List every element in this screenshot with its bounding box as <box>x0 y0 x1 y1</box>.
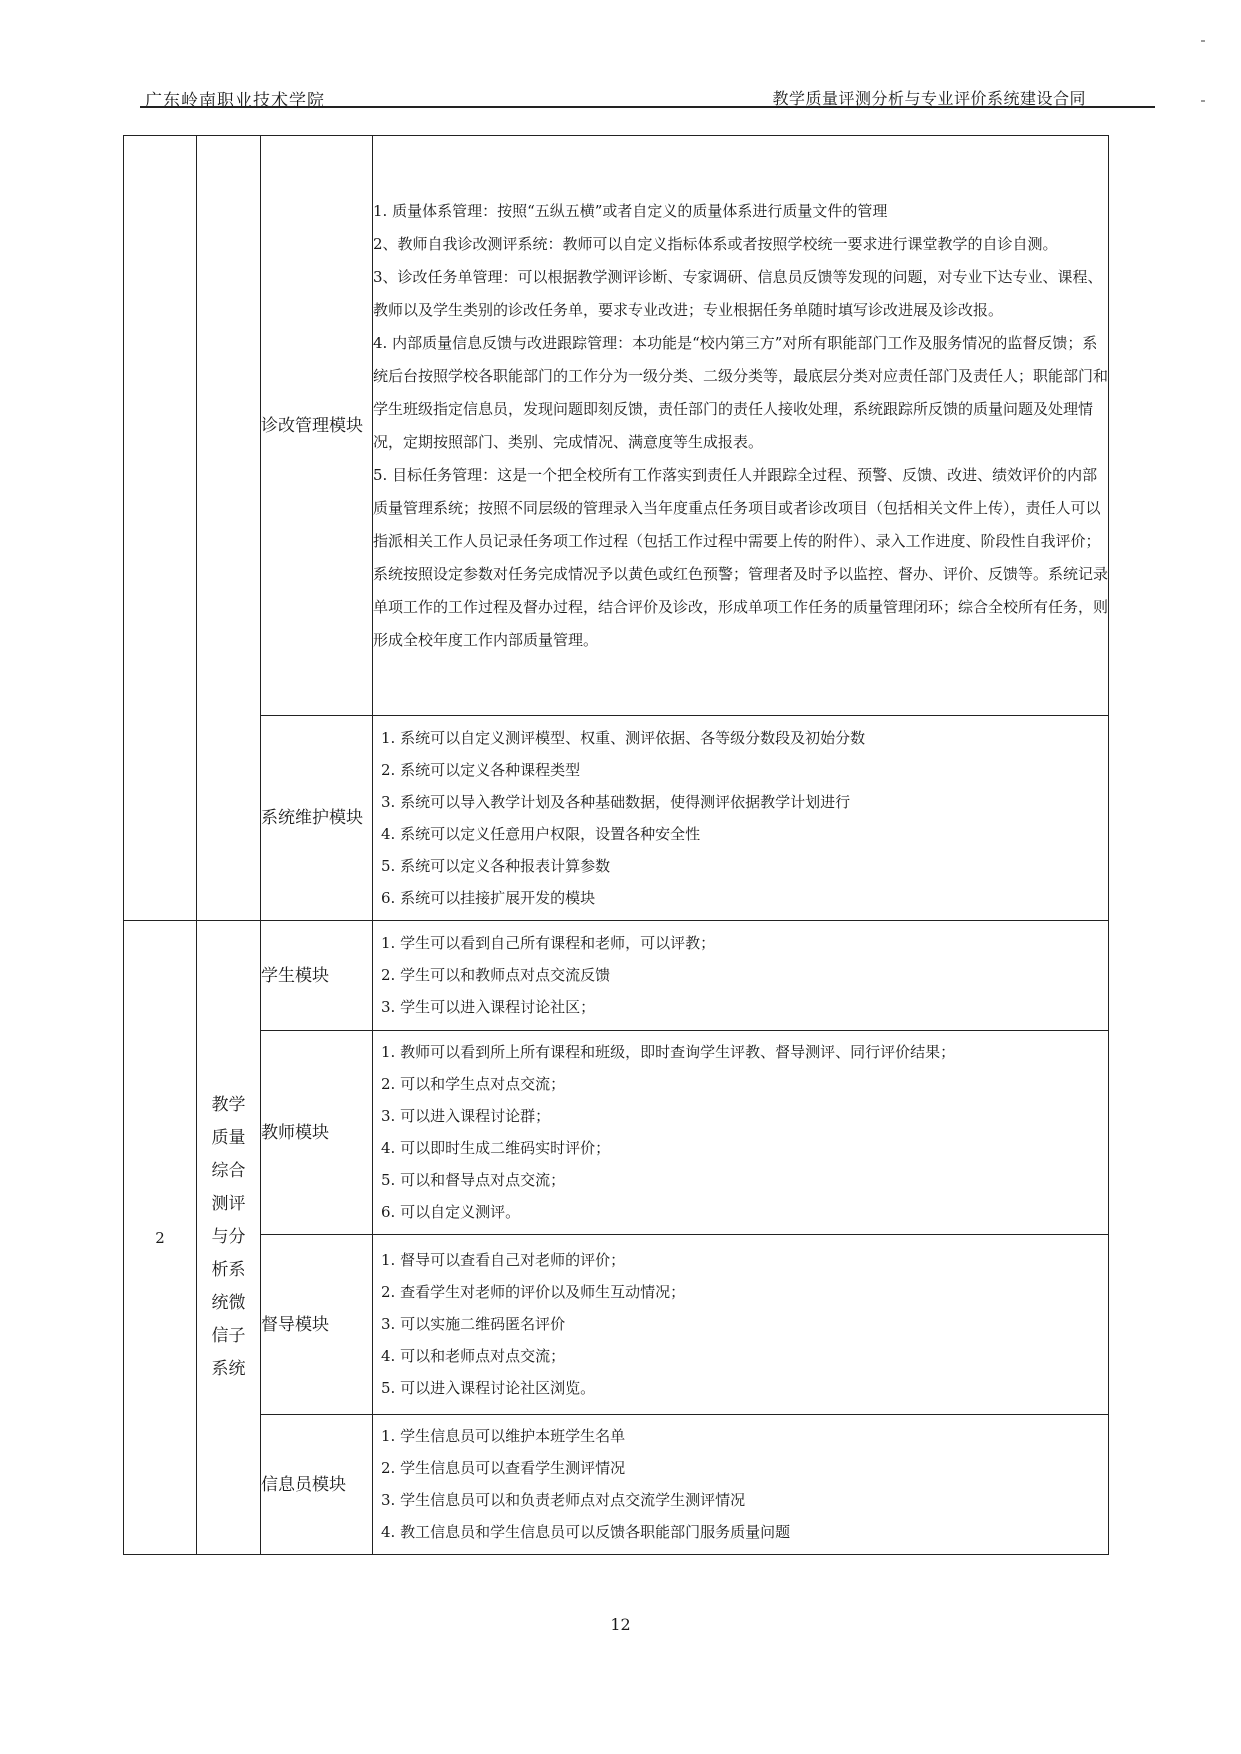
list-item: 3、诊改任务单管理：可以根据教学测评诊断、专家调研、信息员反馈等发现的问题，对专业下达专业、课程、教师以及学生类别的诊改任务单，要求专业改进；专业根据任务单随时填写诊改进展及诊改报。 <box>373 267 1103 319</box>
system-name-line: 质量 <box>211 1128 246 1148</box>
list-item: 3. 学生信息员可以和负责老师点对点交流学生测评情况 <box>381 1491 746 1509</box>
list-item: 2. 可以和学生点对点交流； <box>381 1075 566 1093</box>
system-name-cell-continued <box>197 136 261 921</box>
list-item: 3. 系统可以导入教学计划及各种基础数据，使得测评依据教学计划进行 <box>381 792 851 811</box>
list-item: 1. 系统可以自定义测评模型、权重、测评依据、各等级分数段及初始分数 <box>381 728 866 747</box>
requirements-table <box>123 135 1109 1555</box>
page-number: 12 <box>610 1615 631 1634</box>
list-item: 4. 可以即时生成二维码实时评价； <box>381 1139 611 1157</box>
list-item: 5. 可以进入课程讨论社区浏览。 <box>381 1379 596 1397</box>
list-item: 3. 可以实施二维码匿名评价 <box>381 1315 566 1333</box>
list-item: 2. 系统可以定义各种课程类型 <box>381 760 581 779</box>
module-name-text: 信息员模块 <box>261 1474 346 1495</box>
list-item: 3. 学生可以进入课程讨论社区； <box>381 998 596 1016</box>
row-number <box>124 921 197 1555</box>
list-item: 1. 督导可以查看自己对老师的评价； <box>381 1251 626 1269</box>
scan-mark <box>1201 40 1205 42</box>
system-name-line: 综合 <box>211 1161 246 1181</box>
module-description <box>373 1235 1109 1415</box>
list-item: 6. 系统可以挂接扩展开发的模块 <box>381 888 596 907</box>
list-item: 4. 内部质量信息反馈与改进跟踪管理：本功能是“校内第三方”对所有职能部门工作及服务情况的监督反馈；系统后台按照学校各职能部门的工作分为一级分类、二级分类等，最底层分类对应责任部门及责任人；职能部门和学生班级指定信息员，发现问题即刻反馈，责任部门的责任人接收处理，系统跟踪所反馈的质量问题及处理情况，定期按照部门、类别、完成情况、满意度等生成报表。 <box>373 333 1109 451</box>
list-item: 1. 质量体系管理：按照“五纵五横”或者自定义的质量体系进行质量文件的管理 <box>373 201 888 220</box>
module-description <box>373 1031 1109 1235</box>
list-item: 2. 学生信息员可以查看学生测评情况 <box>381 1459 626 1477</box>
list-item: 4. 系统可以定义任意用户权限，设置各种安全性 <box>381 824 701 843</box>
module-name-text: 诊改管理模块 <box>261 415 363 436</box>
module-name-text: 督导模块 <box>261 1314 329 1335</box>
module-name <box>261 1031 373 1235</box>
list-item: 3. 可以进入课程讨论群； <box>381 1107 551 1125</box>
table-row <box>124 921 1109 1031</box>
list-item: 2. 学生可以和教师点对点交流反馈 <box>381 966 611 984</box>
system-name-line: 系统 <box>211 1359 246 1379</box>
table-row <box>124 1235 1109 1415</box>
system-name-line: 统微 <box>211 1293 246 1313</box>
row-number-cell-continued <box>124 136 197 921</box>
list-item: 6. 可以自定义测评。 <box>381 1203 521 1221</box>
list-item: 5. 系统可以定义各种报表计算参数 <box>381 856 611 875</box>
system-name <box>197 921 261 1555</box>
module-description <box>373 716 1109 921</box>
list-item: 1. 学生可以看到自己所有课程和老师，可以评教； <box>381 934 716 952</box>
module-name <box>261 921 373 1031</box>
list-item: 2、教师自我诊改测评系统：教师可以自定义指标体系或者按照学校统一要求进行课堂教学的自诊自测。 <box>373 234 1058 253</box>
list-item: 1. 教师可以看到所上所有课程和班级，即时查询学生评教、督导测评、同行评价结果； <box>381 1043 956 1061</box>
table-row <box>124 716 1109 921</box>
module-name <box>261 1235 373 1415</box>
header-contract-title: 教学质量评测分析与专业评价系统建设合同 <box>772 89 1086 108</box>
list-item: 5. 目标任务管理：这是一个把全校所有工作落实到责任人并跟踪全过程、预警、反馈、改进、绩效评价的内部质量管理系统；按照不同层级的管理录入当年度重点任务项目或者诊改项目（包括相关文件上传），责任人可以指派相关工作人员记录任务项工作过程（包括工作过程中需要上传的附件）、录入工作进度、阶段性自我评价；系统按照设定参数对任务完成情况予以黄色或红色预警；管理者及时予以监控、督办、评价、反馈等。系统记录单项工作的工作过程及督办过程，结合评价及诊改，形成单项工作任务的质量管理闭环；综合全校所有任务，则形成全校年度工作内部质量管理。 <box>373 465 1109 649</box>
header-rule <box>140 106 1155 108</box>
module-name <box>261 1415 373 1555</box>
system-name-line: 测评 <box>211 1194 246 1214</box>
scan-mark <box>1201 100 1205 102</box>
list-item: 4. 可以和老师点对点交流； <box>381 1347 566 1365</box>
list-item: 1. 学生信息员可以维护本班学生名单 <box>381 1427 626 1445</box>
system-name-line: 析系 <box>211 1260 246 1280</box>
module-name-text: 系统维护模块 <box>261 808 363 828</box>
header-institution: 广东岭南职业技术学院 <box>145 91 325 111</box>
module-name <box>261 136 373 716</box>
list-item: 5. 可以和督导点对点交流； <box>381 1171 566 1189</box>
table-row <box>124 1031 1109 1235</box>
module-name-text: 教师模块 <box>261 1122 329 1143</box>
system-name-line: 与分 <box>211 1227 246 1247</box>
system-name-line: 信子 <box>211 1326 246 1346</box>
module-name-text: 学生模块 <box>261 965 329 986</box>
row-number-text: 2 <box>155 1228 165 1247</box>
table-row <box>124 1415 1109 1555</box>
table-row <box>124 136 1109 716</box>
list-item: 4. 教工信息员和学生信息员可以反馈各职能部门服务质量问题 <box>381 1523 791 1541</box>
system-name-line: 教学 <box>211 1095 246 1115</box>
list-item: 2. 查看学生对老师的评价以及师生互动情况； <box>381 1283 686 1301</box>
module-description <box>373 1415 1109 1555</box>
module-description <box>373 921 1109 1031</box>
module-description <box>373 136 1109 716</box>
module-name <box>261 716 373 921</box>
